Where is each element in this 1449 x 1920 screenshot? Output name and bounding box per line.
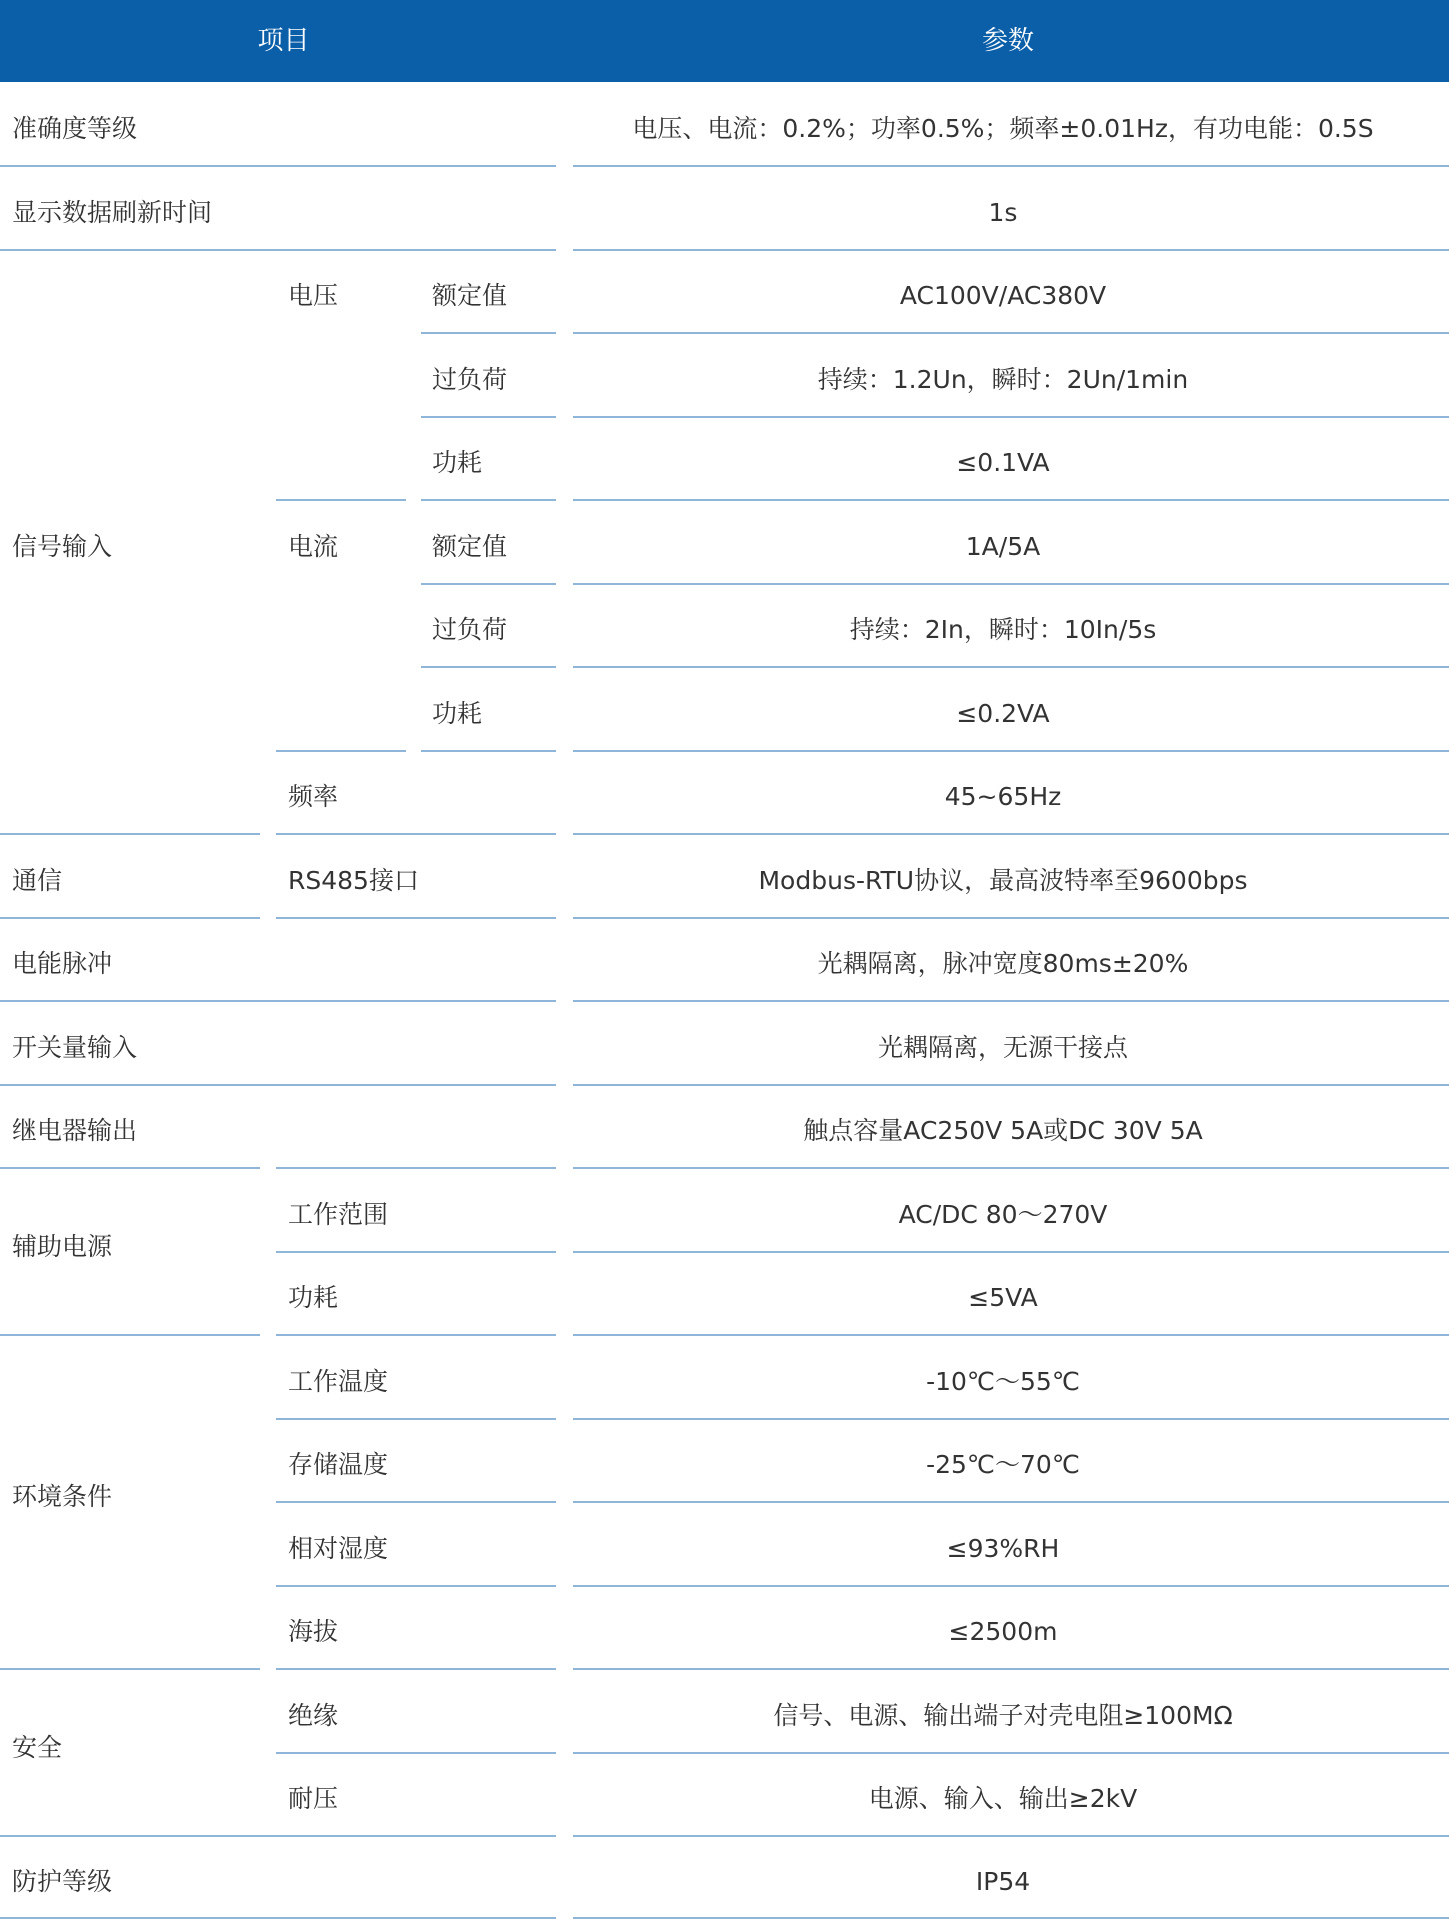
env-altitude-label: 海拔	[288, 1617, 339, 1646]
current-overload-label: 过负荷	[432, 615, 508, 644]
protection-label: 防护等级	[12, 1867, 113, 1896]
divider	[276, 1668, 556, 1670]
env-altitude-value: ≤2500m	[948, 1617, 1058, 1646]
accuracy-label: 准确度等级	[12, 114, 138, 143]
safety-withstand-label: 耐压	[288, 1784, 339, 1813]
divider	[0, 165, 556, 167]
table-header	[0, 0, 1449, 82]
divider	[573, 1752, 1449, 1754]
divider	[0, 249, 556, 251]
divider	[573, 666, 1449, 668]
divider	[276, 917, 556, 919]
divider	[573, 332, 1449, 334]
divider	[573, 499, 1449, 501]
current-power-value: ≤0.2VA	[956, 699, 1050, 728]
divider	[573, 1334, 1449, 1336]
divider	[421, 750, 556, 752]
divider	[573, 165, 1449, 167]
aux-power-value: ≤5VA	[968, 1283, 1038, 1312]
protection-value: IP54	[975, 1867, 1031, 1896]
divider	[573, 1917, 1449, 1919]
pulse-label: 电能脉冲	[12, 949, 113, 978]
divider	[276, 1418, 556, 1420]
aux-range-label: 工作范围	[288, 1200, 389, 1229]
relay-value: 触点容量AC250V 5A或DC 30V 5A	[803, 1116, 1203, 1145]
voltage-label: 电压	[288, 281, 339, 310]
env-temp-work-label: 工作温度	[288, 1367, 389, 1396]
voltage-overload-value: 持续：1.2Un，瞬时：2Un/1min	[817, 365, 1189, 394]
divider	[573, 917, 1449, 919]
divider	[421, 332, 556, 334]
divider	[276, 1585, 556, 1587]
env-temp-work-value: -10℃～55℃	[926, 1367, 1080, 1396]
switch-value: 光耦隔离，无源干接点	[877, 1033, 1129, 1062]
pulse-value: 光耦隔离，脉冲宽度80ms±20%	[817, 949, 1189, 978]
divider	[573, 583, 1449, 585]
voltage-power-value: ≤0.1VA	[956, 448, 1050, 477]
divider	[276, 1334, 556, 1336]
divider	[276, 1752, 556, 1754]
divider	[0, 917, 260, 919]
divider	[421, 499, 556, 501]
refresh-value: 1s	[988, 198, 1018, 227]
divider	[276, 750, 406, 752]
divider	[573, 1000, 1449, 1002]
accuracy-value: 电压、电流：0.2%；功率0.5%；频率±0.01Hz，有功电能：0.5S	[632, 114, 1374, 143]
divider	[573, 1418, 1449, 1420]
current-label: 电流	[288, 532, 339, 561]
comm-label: 通信	[12, 866, 63, 895]
divider	[276, 1501, 556, 1503]
relay-label: 继电器输出	[12, 1116, 138, 1145]
divider	[276, 499, 406, 501]
divider	[573, 1251, 1449, 1253]
divider	[573, 1585, 1449, 1587]
current-overload-value: 持续：2In，瞬时：10In/5s	[849, 615, 1157, 644]
divider	[421, 416, 556, 418]
frequency-label: 频率	[288, 782, 339, 811]
divider	[0, 1084, 556, 1086]
aux-range-value: AC/DC 80～270V	[898, 1200, 1108, 1229]
divider	[421, 666, 556, 668]
current-rated-label: 额定值	[432, 532, 508, 561]
divider	[276, 1167, 556, 1169]
voltage-power-label: 功耗	[432, 448, 483, 477]
signal-label: 信号输入	[12, 532, 113, 561]
divider	[0, 1000, 556, 1002]
divider	[573, 1167, 1449, 1169]
comm-value: Modbus-RTU协议，最高波特率至9600bps	[758, 866, 1248, 895]
safety-insulation-label: 绝缘	[288, 1701, 339, 1730]
refresh-label: 显示数据刷新时间	[12, 198, 213, 227]
divider	[421, 583, 556, 585]
env-label: 环境条件	[12, 1482, 113, 1511]
divider	[573, 1668, 1449, 1670]
comm-sub-label: RS485接口	[288, 866, 419, 895]
divider	[573, 750, 1449, 752]
env-temp-store-value: -25℃～70℃	[926, 1450, 1080, 1479]
divider	[276, 833, 556, 835]
divider	[276, 1251, 556, 1253]
voltage-overload-label: 过负荷	[432, 365, 508, 394]
divider	[573, 1084, 1449, 1086]
divider	[0, 1167, 260, 1169]
voltage-rated-value: AC100V/AC380V	[899, 281, 1107, 310]
divider	[0, 1917, 556, 1919]
current-power-label: 功耗	[432, 699, 483, 728]
divider	[573, 833, 1449, 835]
header-item: 项目	[257, 26, 310, 56]
switch-label: 开关量输入	[12, 1033, 138, 1062]
safety-withstand-value: 电源、输入、输出≥2kV	[868, 1784, 1138, 1813]
current-rated-value: 1A/5A	[965, 532, 1041, 561]
voltage-rated-label: 额定值	[432, 281, 508, 310]
divider	[573, 249, 1449, 251]
divider	[0, 833, 260, 835]
env-temp-store-label: 存储温度	[288, 1450, 389, 1479]
divider	[573, 416, 1449, 418]
frequency-value: 45~65Hz	[944, 782, 1062, 811]
header-parameter: 参数	[981, 26, 1034, 56]
aux-power-label: 功耗	[288, 1283, 339, 1312]
divider	[573, 1835, 1449, 1837]
env-humidity-label: 相对湿度	[288, 1534, 389, 1563]
safety-label: 安全	[12, 1733, 63, 1762]
divider	[0, 1835, 556, 1837]
divider	[0, 1668, 260, 1670]
safety-insulation-value: 信号、电源、输出端子对壳电阻≥100MΩ	[773, 1701, 1233, 1730]
aux-label: 辅助电源	[12, 1232, 113, 1261]
env-humidity-value: ≤93%RH	[946, 1534, 1060, 1563]
divider	[0, 1334, 260, 1336]
divider	[573, 1501, 1449, 1503]
